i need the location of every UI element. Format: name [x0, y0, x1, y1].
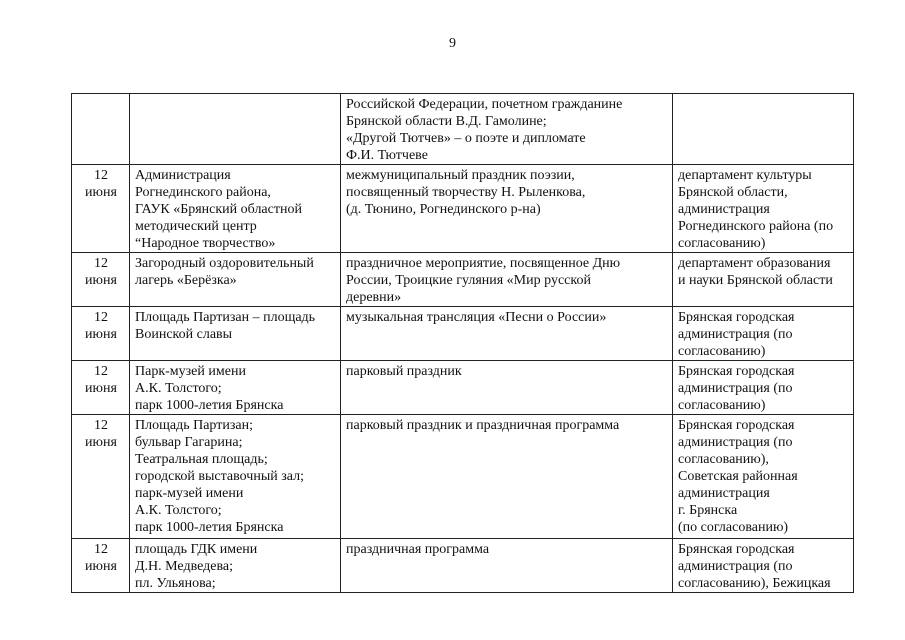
event-text: Брянской области В.Д. Гамолине; — [346, 114, 547, 129]
place-text: Площадь Партизан; — [135, 418, 253, 433]
event-text: музыкальная трансляция «Песни о России» — [346, 310, 607, 325]
organizer-cell — [673, 539, 854, 593]
date-month: июня — [85, 559, 117, 574]
organizer-text: администрация (по — [678, 381, 793, 396]
date-month: июня — [85, 273, 117, 288]
table-row — [72, 361, 854, 415]
organizer-text: администрация — [678, 486, 770, 501]
place-text: методический центр — [135, 219, 257, 234]
date-cell — [72, 94, 130, 165]
event-text: (д. Тюнино, Рогнединского р-на) — [346, 202, 541, 217]
organizer-cell — [673, 415, 854, 539]
organizer-text: согласованию), Бежицкая — [678, 576, 831, 591]
table-row — [72, 307, 854, 361]
place-text: А.К. Толстого; — [135, 381, 222, 396]
organizer-text: (по согласованию) — [678, 520, 789, 535]
organizer-text: Брянская городская — [678, 364, 795, 379]
place-text: Д.Н. Медведева; — [135, 559, 233, 574]
organizer-text: администрация (по — [678, 435, 793, 450]
organizer-text: Рогнединского района (по — [678, 219, 834, 234]
event-text: деревни» — [346, 290, 402, 305]
date-day: 12 — [94, 310, 108, 325]
date-day: 12 — [94, 418, 108, 433]
place-text: Парк-музей имени — [135, 364, 246, 379]
place-text: парк 1000-летия Брянска — [135, 520, 284, 535]
organizer-text: Брянская городская — [678, 542, 795, 557]
organizer-text: Брянской области, — [678, 185, 788, 200]
event-text: парковый праздник — [346, 364, 462, 379]
place-cell — [130, 165, 341, 253]
organizer-text: департамент культуры — [678, 168, 812, 183]
place-text: парк-музей имени — [135, 486, 244, 501]
event-text: Российской Федерации, почетном гражданине — [346, 97, 623, 112]
organizer-text: согласованию) — [678, 236, 766, 251]
place-text: бульвар Гагарина; — [135, 435, 243, 450]
organizer-text: администрация — [678, 202, 770, 217]
place-cell — [130, 539, 341, 593]
date-cell — [72, 539, 130, 593]
event-cell — [341, 165, 673, 253]
place-text: Воинской славы — [135, 327, 233, 342]
place-cell — [130, 307, 341, 361]
table-row — [72, 539, 854, 593]
table-row — [72, 415, 854, 539]
place-cell — [130, 361, 341, 415]
event-text: посвященный творчеству Н. Рыленкова, — [346, 185, 586, 200]
event-cell — [341, 361, 673, 415]
table-row — [72, 253, 854, 307]
page-number: 9 — [449, 36, 456, 51]
place-text: Рогнединского района, — [135, 185, 271, 200]
organizer-text: Брянская городская — [678, 418, 795, 433]
place-text: Площадь Партизан – площадь — [135, 310, 316, 325]
place-cell — [130, 415, 341, 539]
event-text: России, Троицкие гуляния «Мир русской — [346, 273, 591, 288]
date-month: июня — [85, 327, 117, 342]
event-cell — [341, 94, 673, 165]
date-month: июня — [85, 435, 117, 450]
organizer-cell — [673, 165, 854, 253]
event-text: парковый праздник и праздничная программа — [346, 418, 620, 433]
organizer-text: администрация (по — [678, 327, 793, 342]
place-text: пл. Ульянова; — [135, 576, 216, 591]
table-row — [72, 165, 854, 253]
event-text: праздничное мероприятие, посвященное Дню — [346, 256, 621, 271]
place-text: парк 1000-летия Брянска — [135, 398, 284, 413]
organizer-text: согласованию) — [678, 344, 766, 359]
place-text: А.К. Толстого; — [135, 503, 222, 518]
date-cell — [72, 415, 130, 539]
organizer-text: Советская районная — [678, 469, 798, 484]
organizer-text: согласованию), — [678, 452, 769, 467]
organizer-cell — [673, 307, 854, 361]
date-cell — [72, 361, 130, 415]
date-day: 12 — [94, 364, 108, 379]
event-cell — [341, 307, 673, 361]
organizer-text: г. Брянска — [678, 503, 738, 518]
date-day: 12 — [94, 542, 108, 557]
organizer-text: Брянская городская — [678, 310, 795, 325]
table-row — [72, 94, 854, 165]
organizer-cell — [673, 94, 854, 165]
organizer-text: согласованию) — [678, 398, 766, 413]
date-cell — [72, 165, 130, 253]
organizer-text: и науки Брянской области — [678, 273, 833, 288]
event-text: праздничная программа — [346, 542, 490, 557]
organizer-cell — [673, 253, 854, 307]
date-cell — [72, 253, 130, 307]
date-day: 12 — [94, 256, 108, 271]
place-text: площадь ГДК имени — [135, 542, 258, 557]
event-cell — [341, 415, 673, 539]
date-month: июня — [85, 185, 117, 200]
event-text: межмуниципальный праздник поэзии, — [346, 168, 575, 183]
event-cell — [341, 253, 673, 307]
event-text: Ф.И. Тютчеве — [346, 148, 428, 163]
place-text: Администрация — [135, 168, 231, 183]
place-text: Театральная площадь; — [135, 452, 268, 467]
organizer-text: департамент образования — [678, 256, 831, 271]
place-text: лагерь «Берёзка» — [135, 273, 237, 288]
place-text: городской выставочный зал; — [135, 469, 304, 484]
place-cell — [130, 94, 341, 165]
events-table — [71, 93, 854, 593]
event-text: «Другой Тютчев» – о поэте и дипломате — [346, 131, 586, 146]
place-text: ГАУК «Брянский областной — [135, 202, 302, 217]
place-cell — [130, 253, 341, 307]
organizer-cell — [673, 361, 854, 415]
date-month: июня — [85, 381, 117, 396]
organizer-text: администрация (по — [678, 559, 793, 574]
place-text: “Народное творчество» — [135, 236, 276, 251]
date-day: 12 — [94, 168, 108, 183]
place-text: Загородный оздоровительный — [135, 256, 314, 271]
date-cell — [72, 307, 130, 361]
event-cell — [341, 539, 673, 593]
